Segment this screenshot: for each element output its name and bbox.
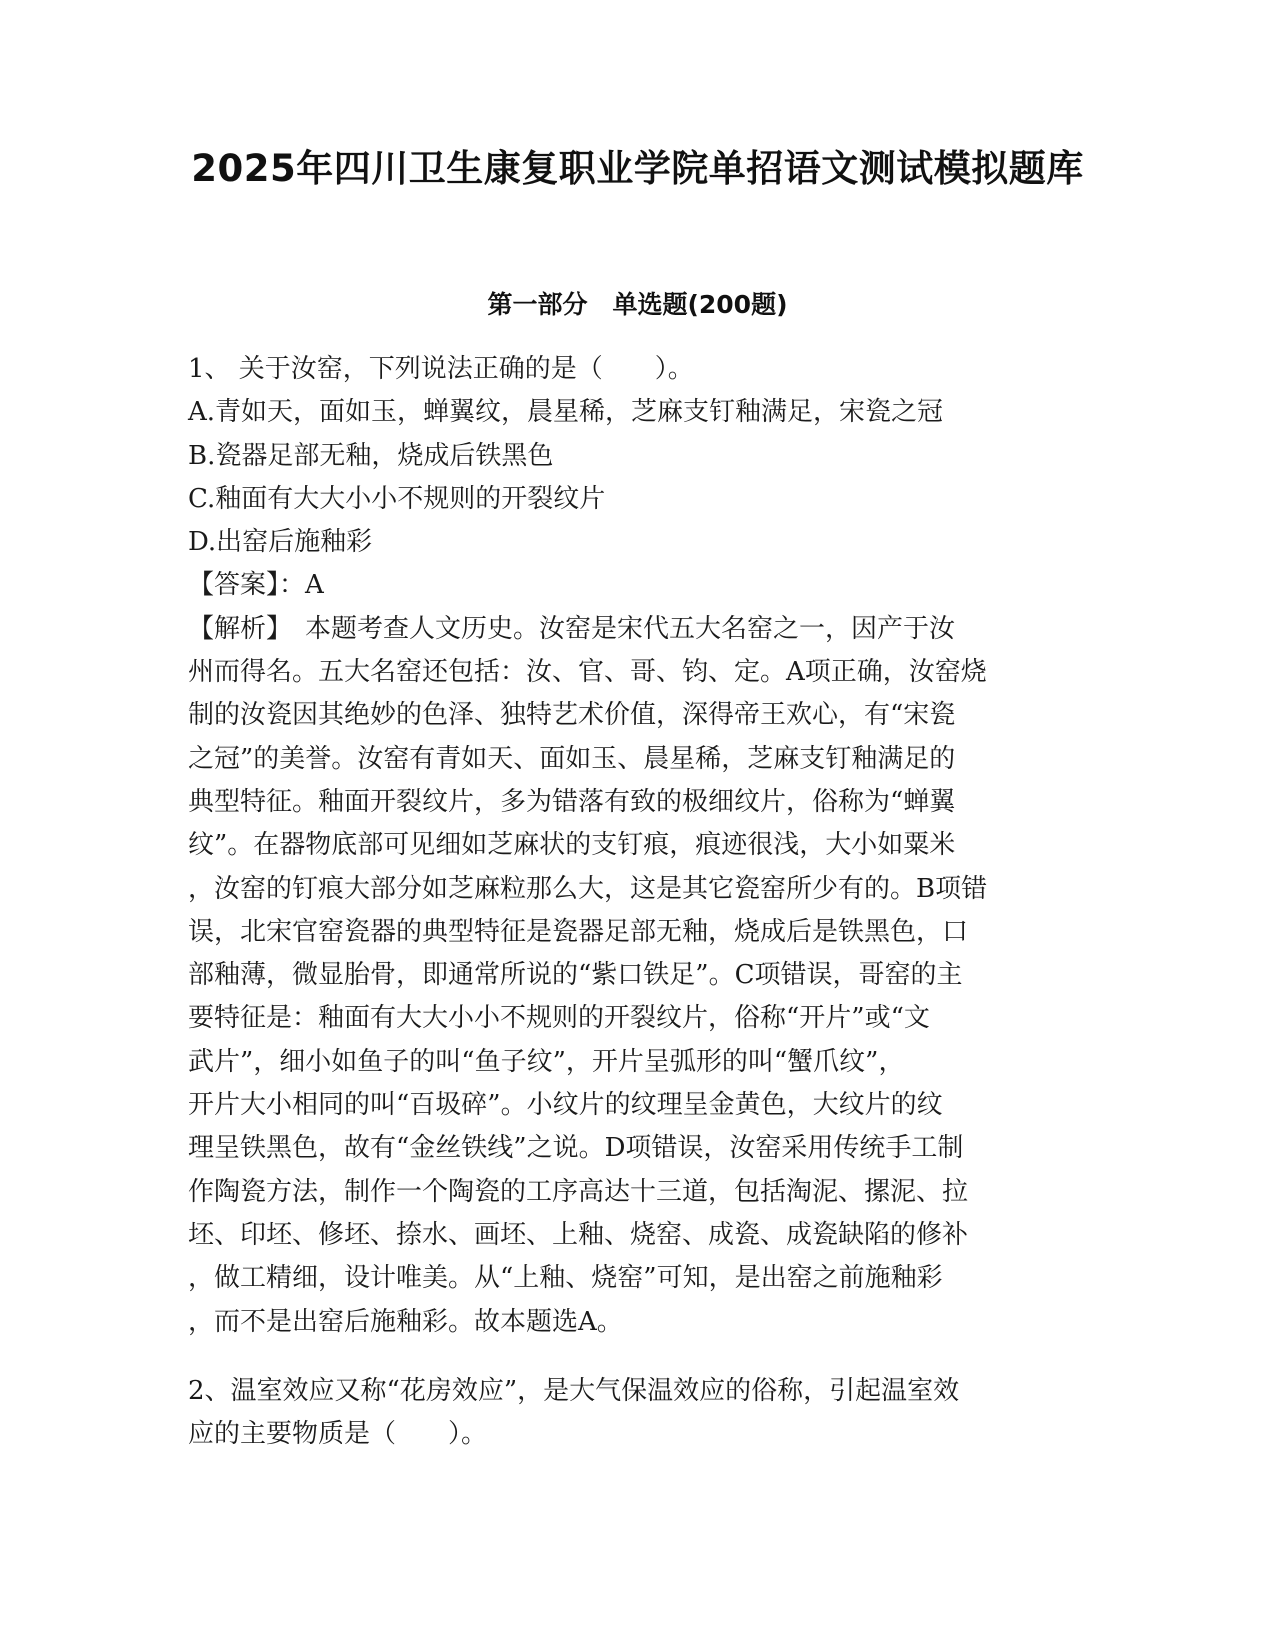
analysis-line: 作陶瓷方法，制作一个陶瓷的工序高达十三道，包括淘泥、摞泥、拉 [188, 1176, 969, 1207]
analysis-line: 制的汝瓷因其绝妙的色泽、独特艺术价值，深得帝王欢心，有“宋瓷 [188, 700, 956, 731]
page-title: 2025年四川卫生康复职业学院单招语文测试模拟题库 [191, 147, 1084, 190]
analysis-line: 纹”。在器物底部可见细如芝麻状的支钉痕，痕迹很浅，大小如粟米 [188, 830, 956, 861]
analysis-line: ，做工精细，设计唯美。从“上釉、烧窑”可知，是出窑之前施釉彩 [188, 1263, 943, 1294]
answer-line: 【答案】：A [188, 570, 324, 601]
analysis-paragraph [188, 608, 1088, 1344]
question-stem: 1、 关于汝窑，下列说法正确的是（ ）。 [188, 354, 694, 384]
analysis-line: 理呈铁黑色，故有“金丝铁线”之说。D项错误，汝窑采用传统手工制 [188, 1133, 964, 1164]
analysis-line: 要特征是：釉面有大大小小不规则的开裂纹片，俗称“开片”或“文 [188, 1003, 930, 1034]
analysis-line: 之冠”的美誉。汝窑有青如天、面如玉、晨星稀，芝麻支钉釉满足的 [188, 743, 956, 774]
section-title: 第一部分 单选题(200题) [487, 290, 788, 319]
analysis-line: 武片”，细小如鱼子的叫“鱼子纹”，开片呈弧形的叫“蟹爪纹”， [188, 1046, 905, 1077]
analysis-line: 州而得名。五大名窑还包括：汝、官、哥、钧、定。A项正确，汝窑烧 [188, 657, 987, 688]
analysis-line: 部釉薄，微显胎骨，即通常所说的“紫口铁足”。C项错误，哥窑的主 [188, 960, 963, 991]
analysis-line: 误，北宋官窑瓷器的典型特征是瓷器足部无釉，烧成后是铁黑色，口 [188, 916, 969, 947]
analysis-line: ，汝窑的钉痕大部分如芝麻粒那么大，这是其它瓷窑所少有的。B项错 [188, 873, 988, 904]
analysis-line: 开片大小相同的叫“百圾碎”。小纹片的纹理呈金黄色，大纹片的纹 [188, 1090, 943, 1121]
option-a: A.青如天，面如玉，蝉翼纹，晨星稀，芝麻支钉釉满足，宋瓷之冠 [188, 397, 944, 428]
analysis-line: 【解析】 本题考查人文历史。汝窑是宋代五大名窑之一，因产于汝 [188, 613, 956, 644]
analysis-line: 典型特征。釉面开裂纹片，多为错落有致的极细纹片，俗称为“蝉翼 [188, 786, 956, 817]
analysis-line: ，而不是出窑后施釉彩。故本题选A。 [188, 1306, 623, 1337]
question-stem: 应的主要物质是（ ）。 [188, 1419, 488, 1450]
question-1 [188, 348, 1088, 1344]
option-d: D.出窑后施釉彩 [188, 527, 373, 558]
option-c: C.釉面有大大小小不规则的开裂纹片 [188, 483, 606, 514]
question-2 [188, 1370, 1088, 1457]
analysis-line: 坯、印坯、修坯、捺水、画坯、上釉、烧窑、成瓷、成瓷缺陷的修补 [188, 1219, 969, 1250]
question-stem: 2、温室效应又称“花房效应”，是大气保温效应的俗称，引起温室效 [188, 1376, 960, 1406]
option-b: B.瓷器足部无釉，烧成后铁黑色 [188, 440, 554, 471]
